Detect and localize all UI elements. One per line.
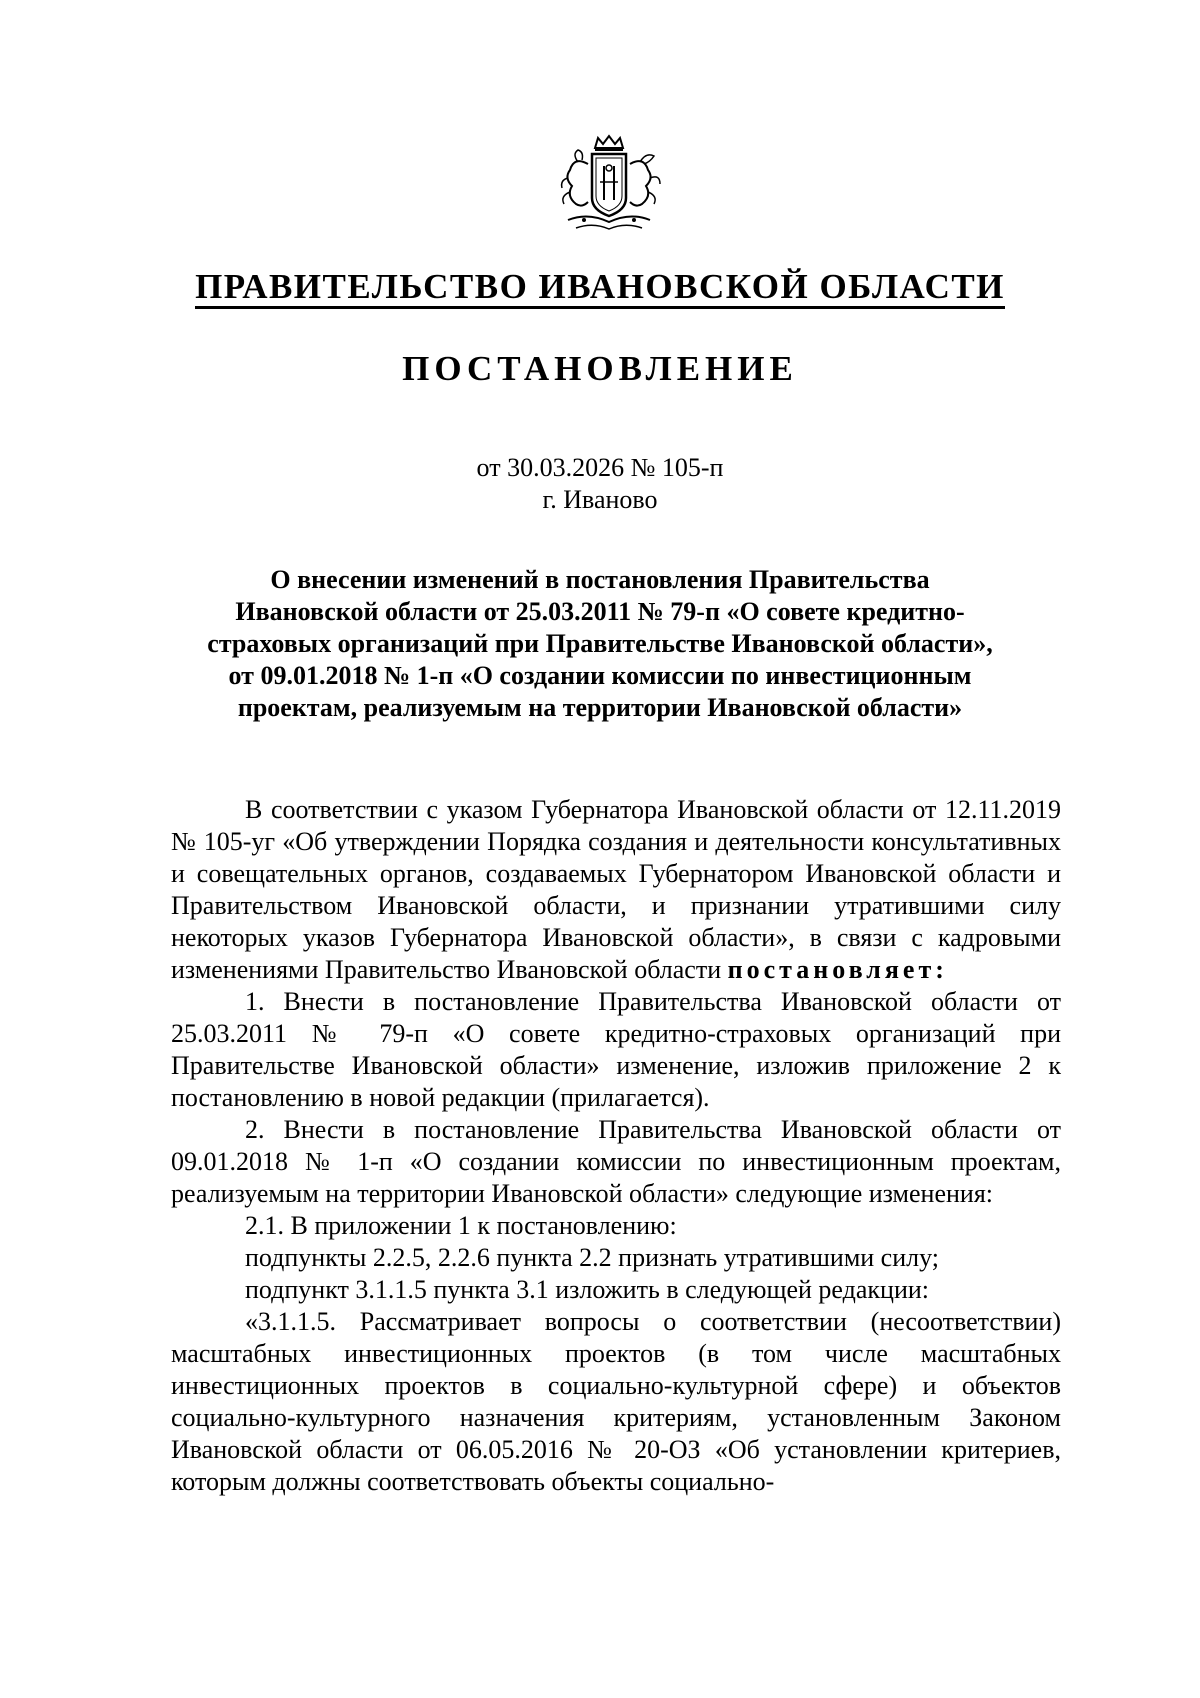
subject-line: Ивановской области от 25.03.2011 № 79-п «О совете кредитно- <box>235 597 965 626</box>
item-1-paragraph: 1. Внести в постановление Правительства Ивановской области от 25.03.2011 № 79-п «О совете кредитно-страховых организаций при Правительстве Ивановской области» изменение, изложив приложение 2 к постановлению в новой редакции (прилагается). <box>171 987 1061 1112</box>
item-2-1-b-paragraph: подпункт 3.1.1.5 пункта 3.1 изложить в следующей редакции: <box>245 1275 929 1304</box>
item-3-1-1-5-paragraph: «3.1.1.5. Рассматривает вопросы о соответствии (несоответствии) масштабных инвестиционных проектов (в том числе масштабных инвестиционных проектов в социально-культурной сфере) и объектов социально-культурного назначения критериям, установленным Законом Ивановской области от 06.05.2016 № 20-ОЗ «Об установлении критериев, которым должны соответствовать объекты социально- <box>171 1307 1061 1496</box>
subject-line: проектам, реализуемым на территории Ивановской области» <box>237 693 963 722</box>
subject-line: О внесении изменений в постановления Правительства <box>270 565 930 594</box>
subject-line: страховых организаций при Правительстве Ивановской области», <box>207 629 993 658</box>
subject-line: от 09.01.2018 № 1-п «О создании комиссии по инвестиционным <box>228 661 972 690</box>
document-date-number: от 30.03.2026 № 105-п <box>476 453 724 482</box>
decree-word: постановляет: <box>727 955 948 984</box>
preamble-paragraph <box>171 794 1061 986</box>
document-city: г. Иваново <box>542 485 658 514</box>
item-2-1-a-paragraph: подпункты 2.2.5, 2.2.6 пункта 2.2 признать утратившими силу; <box>245 1243 939 1272</box>
document-body <box>171 794 1061 1498</box>
government-name: ПРАВИТЕЛЬСТВО ИВАНОВСКОЙ ОБЛАСТИ <box>0 264 1200 310</box>
item-2-paragraph: 2. Внести в постановление Правительства Ивановской области от 09.01.2018 № 1-п «О создании комиссии по инвестиционным проектам, реализуемым на территории Ивановской области» следующие изменения: <box>171 1115 1061 1208</box>
ivanovo-coat-of-arms-icon <box>548 134 670 234</box>
document-subject <box>150 564 1050 724</box>
document-type: ПОСТАНОВЛЕНИЕ <box>402 349 798 388</box>
preamble-text: В соответствии с указом Губернатора Ивановской области от 12.11.2019 № 105-уг «Об утверждении Порядка создания и деятельности консультативных и совещательных органов, создаваемых Губернатором Ивановской области и Правительством Ивановской области, и признании утратившими силу некоторых указов Губернатора Ивановской области», в связи с кадровыми изменениями Правительство Ивановской области <box>171 795 1061 984</box>
item-2-1-paragraph: 2.1. В приложении 1 к постановлению: <box>245 1211 677 1240</box>
